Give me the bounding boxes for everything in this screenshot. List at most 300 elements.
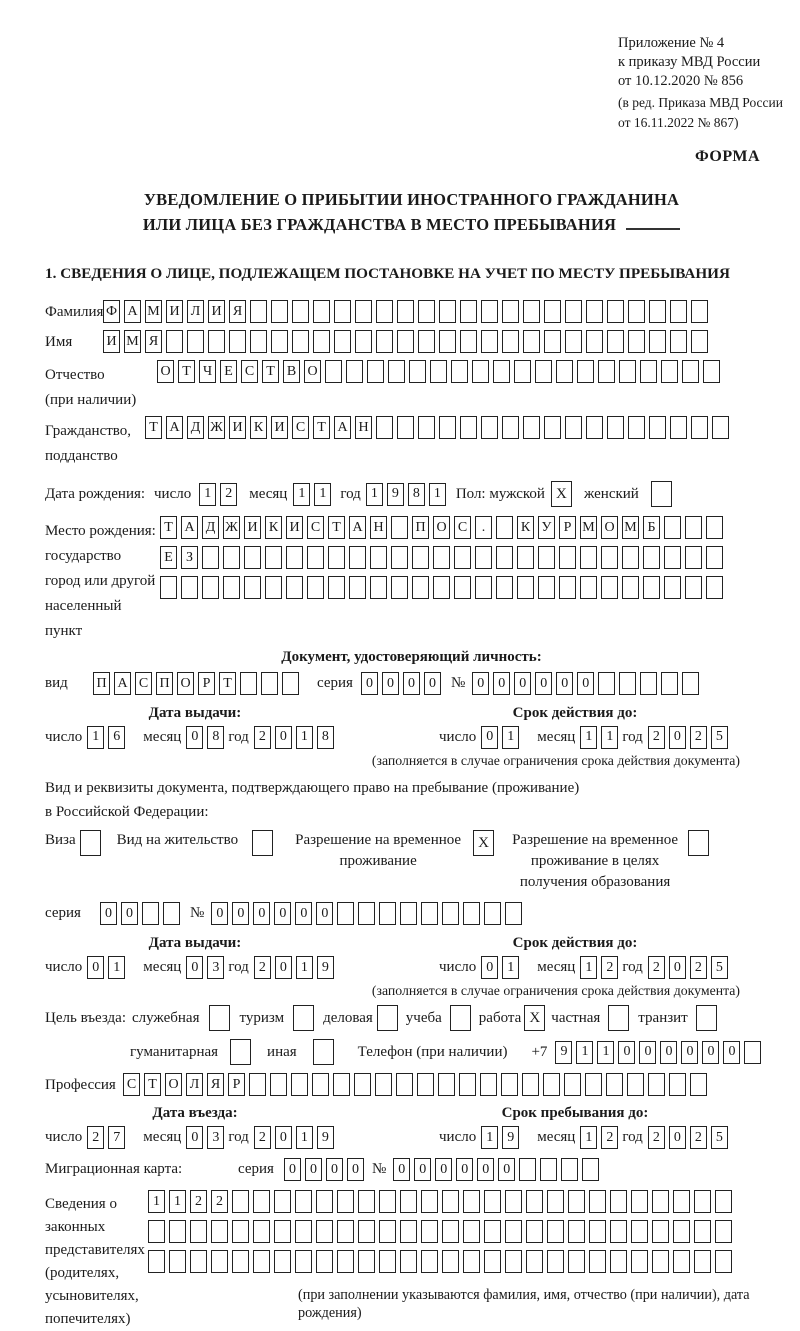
form-cell[interactable] (652, 1190, 669, 1213)
form-cell[interactable] (379, 1190, 396, 1213)
form-cell[interactable]: 0 (87, 956, 104, 979)
form-cell[interactable]: 9 (317, 956, 334, 979)
form-cell[interactable] (502, 330, 519, 353)
form-cell[interactable] (274, 1190, 291, 1213)
form-cell[interactable]: 1 (580, 1126, 597, 1149)
form-cell[interactable] (475, 576, 492, 599)
form-cell[interactable]: А (124, 300, 141, 323)
form-cell[interactable]: 2 (87, 1126, 104, 1149)
form-cell[interactable] (370, 546, 387, 569)
form-cell[interactable] (744, 1041, 761, 1064)
form-cell[interactable]: 5 (711, 1126, 728, 1149)
form-cell[interactable] (354, 1073, 371, 1096)
form-cell[interactable]: 2 (601, 1126, 618, 1149)
form-cell[interactable] (715, 1190, 732, 1213)
form-cell[interactable]: 2 (254, 726, 271, 749)
form-cell[interactable] (480, 1073, 497, 1096)
form-cell[interactable]: 2 (690, 956, 707, 979)
form-cell[interactable] (682, 672, 699, 695)
form-cell[interactable] (274, 1220, 291, 1243)
form-cell[interactable] (706, 546, 723, 569)
stay-day-input[interactable] (481, 1126, 523, 1149)
form-cell[interactable]: 1 (580, 956, 597, 979)
form-cell[interactable] (652, 1220, 669, 1243)
form-cell[interactable]: 0 (481, 956, 498, 979)
citizenship-input[interactable] (145, 416, 733, 439)
form-cell[interactable] (673, 1250, 690, 1273)
form-cell[interactable]: С (123, 1073, 140, 1096)
form-cell[interactable]: П (412, 516, 429, 539)
form-cell[interactable]: З (181, 546, 198, 569)
identity-issue-month-input[interactable] (186, 726, 228, 749)
form-cell[interactable] (379, 1220, 396, 1243)
form-cell[interactable] (358, 1190, 375, 1213)
form-cell[interactable]: 0 (681, 1041, 698, 1064)
form-cell[interactable] (232, 1190, 249, 1213)
form-cell[interactable]: 3 (207, 1126, 224, 1149)
form-cell[interactable] (202, 576, 219, 599)
form-cell[interactable]: Т (160, 516, 177, 539)
form-cell[interactable] (472, 360, 489, 383)
form-cell[interactable] (295, 1190, 312, 1213)
form-cell[interactable] (690, 1073, 707, 1096)
form-cell[interactable] (337, 1250, 354, 1273)
form-cell[interactable] (463, 902, 480, 925)
form-cell[interactable] (502, 300, 519, 323)
form-cell[interactable]: 0 (477, 1158, 494, 1181)
form-cell[interactable] (670, 330, 687, 353)
form-cell[interactable] (375, 1073, 392, 1096)
form-cell[interactable] (190, 1250, 207, 1273)
form-cell[interactable] (181, 576, 198, 599)
form-cell[interactable] (463, 1250, 480, 1273)
form-cell[interactable]: 0 (514, 672, 531, 695)
form-cell[interactable] (586, 300, 603, 323)
form-cell[interactable] (619, 360, 636, 383)
form-cell[interactable] (271, 330, 288, 353)
form-cell[interactable] (349, 546, 366, 569)
form-cell[interactable] (565, 330, 582, 353)
form-cell[interactable] (316, 1220, 333, 1243)
form-cell[interactable] (370, 576, 387, 599)
form-cell[interactable]: 0 (639, 1041, 656, 1064)
form-cell[interactable]: К (265, 516, 282, 539)
form-cell[interactable] (223, 546, 240, 569)
form-cell[interactable] (522, 1073, 539, 1096)
residence-issue-year-input[interactable] (254, 956, 338, 979)
form-cell[interactable]: Я (229, 300, 246, 323)
form-cell[interactable] (505, 1220, 522, 1243)
form-cell[interactable] (169, 1250, 186, 1273)
form-cell[interactable] (484, 1220, 501, 1243)
form-cell[interactable] (409, 360, 426, 383)
residence-permit-checkbox[interactable] (252, 830, 273, 856)
entry-year-input[interactable] (254, 1126, 338, 1149)
form-cell[interactable] (244, 576, 261, 599)
form-cell[interactable] (538, 576, 555, 599)
form-cell[interactable] (582, 1158, 599, 1181)
form-cell[interactable]: 2 (220, 483, 237, 506)
form-cell[interactable] (631, 1250, 648, 1273)
form-cell[interactable] (484, 1190, 501, 1213)
form-cell[interactable]: М (580, 516, 597, 539)
form-cell[interactable]: 0 (316, 902, 333, 925)
form-cell[interactable] (211, 1250, 228, 1273)
form-cell[interactable] (544, 300, 561, 323)
form-cell[interactable]: 0 (347, 1158, 364, 1181)
form-cell[interactable]: С (454, 516, 471, 539)
form-cell[interactable]: 1 (601, 726, 618, 749)
form-cell[interactable] (496, 546, 513, 569)
form-cell[interactable] (547, 1220, 564, 1243)
form-cell[interactable] (376, 416, 393, 439)
form-cell[interactable] (391, 546, 408, 569)
form-cell[interactable]: 0 (186, 726, 203, 749)
form-cell[interactable] (412, 546, 429, 569)
form-cell[interactable]: 2 (211, 1190, 228, 1213)
form-cell[interactable] (648, 1073, 665, 1096)
form-cell[interactable]: 9 (387, 483, 404, 506)
form-cell[interactable] (253, 1220, 270, 1243)
form-cell[interactable]: 0 (660, 1041, 677, 1064)
form-cell[interactable]: Т (178, 360, 195, 383)
form-cell[interactable] (334, 300, 351, 323)
form-cell[interactable] (565, 300, 582, 323)
form-cell[interactable] (358, 1250, 375, 1273)
form-cell[interactable]: 0 (186, 1126, 203, 1149)
form-cell[interactable] (253, 1250, 270, 1273)
form-cell[interactable]: Л (186, 1073, 203, 1096)
form-cell[interactable] (286, 576, 303, 599)
form-cell[interactable] (391, 576, 408, 599)
form-cell[interactable] (664, 576, 681, 599)
form-cell[interactable] (649, 300, 666, 323)
form-cell[interactable] (664, 516, 681, 539)
form-cell[interactable]: Н (355, 416, 372, 439)
identity-doc-type-input[interactable] (93, 672, 303, 695)
form-cell[interactable] (607, 416, 624, 439)
form-cell[interactable] (631, 1220, 648, 1243)
form-cell[interactable] (316, 1190, 333, 1213)
form-cell[interactable] (337, 902, 354, 925)
form-cell[interactable] (328, 576, 345, 599)
purpose-private-checkbox[interactable] (608, 1005, 629, 1031)
form-cell[interactable] (412, 576, 429, 599)
form-cell[interactable]: О (157, 360, 174, 383)
phone-input[interactable] (555, 1041, 765, 1064)
form-cell[interactable] (187, 330, 204, 353)
form-cell[interactable] (559, 546, 576, 569)
residence-series-input[interactable] (100, 902, 184, 925)
form-cell[interactable] (358, 902, 375, 925)
form-cell[interactable] (496, 576, 513, 599)
form-cell[interactable] (649, 330, 666, 353)
form-cell[interactable] (715, 1250, 732, 1273)
form-cell[interactable]: 0 (211, 902, 228, 925)
form-cell[interactable]: 1 (169, 1190, 186, 1213)
form-cell[interactable] (438, 1073, 455, 1096)
migration-card-number-input[interactable] (393, 1158, 603, 1181)
form-cell[interactable] (589, 1250, 606, 1273)
form-cell[interactable]: 0 (535, 672, 552, 695)
form-cell[interactable] (565, 416, 582, 439)
form-cell[interactable] (433, 576, 450, 599)
form-cell[interactable]: 9 (555, 1041, 572, 1064)
form-cell[interactable]: 0 (274, 902, 291, 925)
form-cell[interactable] (388, 360, 405, 383)
form-cell[interactable] (418, 416, 435, 439)
form-cell[interactable]: 3 (207, 956, 224, 979)
stay-month-input[interactable] (580, 1126, 622, 1149)
form-cell[interactable] (337, 1190, 354, 1213)
form-cell[interactable] (628, 300, 645, 323)
form-cell[interactable] (355, 300, 372, 323)
entry-month-input[interactable] (186, 1126, 228, 1149)
entry-day-input[interactable] (87, 1126, 129, 1149)
form-cell[interactable] (589, 1220, 606, 1243)
form-cell[interactable]: 8 (207, 726, 224, 749)
form-cell[interactable]: 0 (186, 956, 203, 979)
form-cell[interactable] (454, 576, 471, 599)
form-cell[interactable]: 0 (403, 672, 420, 695)
representatives-row3-input[interactable] (148, 1250, 778, 1273)
form-cell[interactable] (397, 300, 414, 323)
form-cell[interactable]: 1 (296, 1126, 313, 1149)
residence-number-input[interactable] (211, 902, 526, 925)
form-cell[interactable] (439, 300, 456, 323)
form-cell[interactable] (396, 1073, 413, 1096)
form-cell[interactable]: 0 (253, 902, 270, 925)
form-cell[interactable]: Б (643, 516, 660, 539)
form-cell[interactable] (622, 546, 639, 569)
form-cell[interactable] (421, 1190, 438, 1213)
form-cell[interactable]: 7 (108, 1126, 125, 1149)
form-cell[interactable] (622, 576, 639, 599)
form-cell[interactable]: 2 (690, 726, 707, 749)
identity-doc-series-input[interactable] (361, 672, 445, 695)
form-cell[interactable] (610, 1220, 627, 1243)
form-cell[interactable]: 0 (275, 956, 292, 979)
form-cell[interactable] (313, 300, 330, 323)
representatives-row1-input[interactable] (148, 1190, 778, 1213)
form-cell[interactable]: 2 (254, 956, 271, 979)
form-cell[interactable] (643, 576, 660, 599)
form-cell[interactable]: С (135, 672, 152, 695)
form-cell[interactable] (610, 1190, 627, 1213)
form-cell[interactable]: 0 (493, 672, 510, 695)
form-cell[interactable] (421, 902, 438, 925)
given-name-input[interactable] (103, 330, 712, 353)
form-cell[interactable]: 0 (275, 1126, 292, 1149)
form-cell[interactable]: С (307, 516, 324, 539)
form-cell[interactable] (505, 902, 522, 925)
form-cell[interactable] (496, 516, 513, 539)
surname-input[interactable] (103, 300, 712, 323)
form-cell[interactable]: А (166, 416, 183, 439)
form-cell[interactable]: Я (145, 330, 162, 353)
form-cell[interactable]: 1 (199, 483, 216, 506)
birth-day-input[interactable] (199, 483, 241, 506)
residence-issue-month-input[interactable] (186, 956, 228, 979)
residence-valid-day-input[interactable] (481, 956, 523, 979)
form-cell[interactable]: 0 (361, 672, 378, 695)
form-cell[interactable]: И (271, 416, 288, 439)
form-cell[interactable]: 6 (108, 726, 125, 749)
form-cell[interactable]: 1 (108, 956, 125, 979)
form-cell[interactable] (544, 416, 561, 439)
form-cell[interactable] (568, 1220, 585, 1243)
form-cell[interactable] (244, 546, 261, 569)
form-cell[interactable] (274, 1250, 291, 1273)
form-cell[interactable] (475, 546, 492, 569)
form-cell[interactable] (307, 546, 324, 569)
form-cell[interactable]: Т (262, 360, 279, 383)
form-cell[interactable] (523, 330, 540, 353)
birth-place-row3-input[interactable] (160, 576, 727, 599)
form-cell[interactable]: Р (228, 1073, 245, 1096)
form-cell[interactable] (538, 546, 555, 569)
form-cell[interactable] (282, 672, 299, 695)
form-cell[interactable] (526, 1190, 543, 1213)
form-cell[interactable] (670, 416, 687, 439)
form-cell[interactable]: М (622, 516, 639, 539)
form-cell[interactable] (706, 576, 723, 599)
form-cell[interactable] (223, 576, 240, 599)
form-cell[interactable] (160, 576, 177, 599)
form-cell[interactable] (559, 576, 576, 599)
form-cell[interactable] (163, 902, 180, 925)
form-cell[interactable] (643, 546, 660, 569)
identity-doc-number-input[interactable] (472, 672, 703, 695)
form-cell[interactable] (430, 360, 447, 383)
form-cell[interactable] (610, 1250, 627, 1273)
form-cell[interactable]: 8 (408, 483, 425, 506)
purpose-business-checkbox[interactable] (377, 1005, 398, 1031)
form-cell[interactable]: 1 (502, 956, 519, 979)
form-cell[interactable] (460, 330, 477, 353)
form-cell[interactable]: Р (559, 516, 576, 539)
form-cell[interactable]: 2 (690, 1126, 707, 1149)
form-cell[interactable] (439, 330, 456, 353)
form-cell[interactable] (265, 546, 282, 569)
form-cell[interactable]: К (250, 416, 267, 439)
form-cell[interactable] (715, 1220, 732, 1243)
form-cell[interactable] (712, 416, 729, 439)
form-cell[interactable] (505, 1190, 522, 1213)
identity-issue-year-input[interactable] (254, 726, 338, 749)
form-cell[interactable] (670, 300, 687, 323)
form-cell[interactable]: О (601, 516, 618, 539)
stay-year-input[interactable] (648, 1126, 732, 1149)
form-cell[interactable]: И (208, 300, 225, 323)
form-cell[interactable] (568, 1190, 585, 1213)
form-cell[interactable]: П (93, 672, 110, 695)
form-cell[interactable] (270, 1073, 287, 1096)
form-cell[interactable]: Ж (208, 416, 225, 439)
form-cell[interactable]: Д (202, 516, 219, 539)
form-cell[interactable]: Р (198, 672, 215, 695)
form-cell[interactable]: 0 (577, 672, 594, 695)
form-cell[interactable] (295, 1220, 312, 1243)
form-cell[interactable] (451, 360, 468, 383)
form-cell[interactable]: Т (144, 1073, 161, 1096)
form-cell[interactable] (148, 1250, 165, 1273)
form-cell[interactable] (376, 330, 393, 353)
purpose-other-checkbox[interactable] (313, 1039, 334, 1065)
form-cell[interactable] (685, 516, 702, 539)
form-cell[interactable]: Е (160, 546, 177, 569)
form-cell[interactable] (661, 360, 678, 383)
form-cell[interactable] (694, 1190, 711, 1213)
form-cell[interactable]: 0 (618, 1041, 635, 1064)
residence-valid-year-input[interactable] (648, 956, 732, 979)
identity-valid-month-input[interactable] (580, 726, 622, 749)
form-cell[interactable]: 0 (100, 902, 117, 925)
form-cell[interactable] (261, 672, 278, 695)
form-cell[interactable] (501, 1073, 518, 1096)
form-cell[interactable] (169, 1220, 186, 1243)
form-cell[interactable]: 0 (669, 726, 686, 749)
form-cell[interactable] (325, 360, 342, 383)
form-cell[interactable]: 1 (148, 1190, 165, 1213)
form-cell[interactable]: 0 (556, 672, 573, 695)
form-cell[interactable] (703, 360, 720, 383)
identity-valid-year-input[interactable] (648, 726, 732, 749)
form-cell[interactable] (586, 416, 603, 439)
form-cell[interactable] (627, 1073, 644, 1096)
form-cell[interactable] (334, 330, 351, 353)
form-cell[interactable]: Н (370, 516, 387, 539)
form-cell[interactable] (292, 330, 309, 353)
form-cell[interactable] (517, 546, 534, 569)
form-cell[interactable]: И (166, 300, 183, 323)
form-cell[interactable] (652, 1250, 669, 1273)
form-cell[interactable]: И (103, 330, 120, 353)
form-cell[interactable] (379, 1250, 396, 1273)
form-cell[interactable]: 1 (429, 483, 446, 506)
form-cell[interactable] (481, 416, 498, 439)
form-cell[interactable] (271, 300, 288, 323)
form-cell[interactable] (669, 1073, 686, 1096)
form-cell[interactable] (418, 300, 435, 323)
form-cell[interactable] (547, 1250, 564, 1273)
form-cell[interactable]: 0 (435, 1158, 452, 1181)
form-cell[interactable]: 0 (326, 1158, 343, 1181)
form-cell[interactable] (484, 902, 501, 925)
form-cell[interactable] (460, 300, 477, 323)
form-cell[interactable] (706, 516, 723, 539)
form-cell[interactable] (606, 1073, 623, 1096)
form-cell[interactable] (253, 1190, 270, 1213)
form-cell[interactable]: А (349, 516, 366, 539)
residence-valid-month-input[interactable] (580, 956, 622, 979)
form-cell[interactable] (250, 330, 267, 353)
form-cell[interactable] (564, 1073, 581, 1096)
form-cell[interactable] (312, 1073, 329, 1096)
form-cell[interactable]: 0 (382, 672, 399, 695)
form-cell[interactable] (673, 1190, 690, 1213)
form-cell[interactable] (463, 1190, 480, 1213)
form-cell[interactable]: О (165, 1073, 182, 1096)
form-cell[interactable] (691, 330, 708, 353)
form-cell[interactable] (493, 360, 510, 383)
form-cell[interactable] (505, 1250, 522, 1273)
form-cell[interactable]: В (283, 360, 300, 383)
form-cell[interactable]: А (334, 416, 351, 439)
form-cell[interactable] (601, 546, 618, 569)
form-cell[interactable]: К (517, 516, 534, 539)
form-cell[interactable] (664, 546, 681, 569)
